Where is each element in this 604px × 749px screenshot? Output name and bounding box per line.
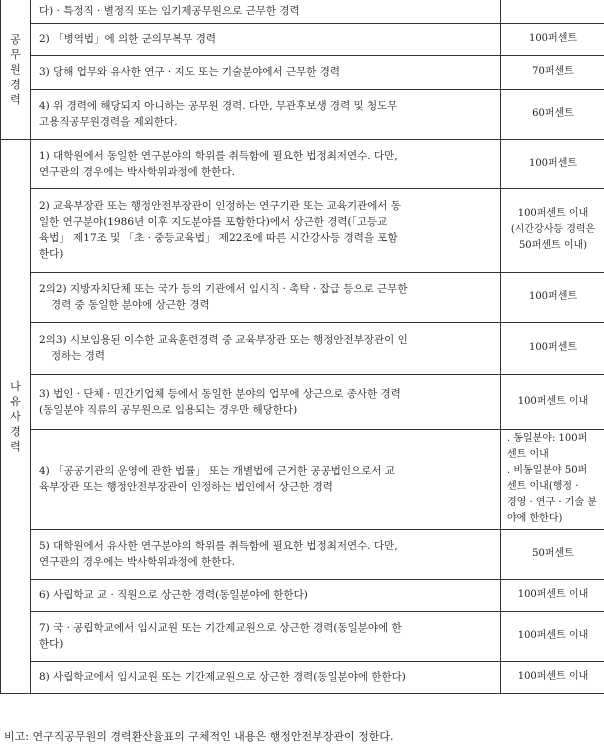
conversion-rate xyxy=(501,188,604,272)
category-char: 공 xyxy=(10,32,21,46)
career-description xyxy=(31,139,501,188)
career-description xyxy=(31,272,501,322)
rate-line: 50퍼센트 xyxy=(532,548,574,559)
description-line: 육부장관 또는 행정안전부장관이 인정하는 법인에서 상근한 경력 xyxy=(39,481,333,493)
description-line: 8) 사립학교에서 임시교원 또는 기간제교원으로 상근한 경력(동일분야에 한한다) xyxy=(39,671,406,683)
category-char: 력 xyxy=(10,439,21,453)
description-line: (동일분야 직류의 공무원으로 임용되는 경우만 해당한다) xyxy=(39,403,298,416)
table-row xyxy=(1,579,604,611)
description-line: 5) 대학원에서 유사한 연구분야의 학위를 취득함에 필요한 법정최저연수. 다만, xyxy=(39,540,398,552)
conversion-rate xyxy=(501,89,604,139)
table-row xyxy=(1,529,604,579)
rate-line: 100퍼센트 xyxy=(528,291,578,302)
rate-line: 60퍼센트 xyxy=(532,108,574,119)
category-cell xyxy=(1,139,31,693)
description-line: 6) 사립학교 교 · 직원으로 상근한 경력(동일분야에 한한다) xyxy=(39,589,308,601)
description-line: 다) · 특정직 · 별정직 또는 임기제공무원으로 근무한 경력 xyxy=(39,5,300,18)
description-line: 2의3) 시보임용된 이수한 교육훈련경력 중 교육부장관 또는 행정안전부장관이 인 xyxy=(39,334,408,346)
conversion-rate xyxy=(501,272,604,322)
rate-line: 센트 이내 xyxy=(507,449,549,460)
description-line: 3) 당해 업무와 유사한 연구 · 지도 또는 기술분야에서 근무한 경력 xyxy=(39,66,341,78)
description-line: 2의2) 지방자치단체 또는 국가 등의 기관에서 임시직 · 촉탁 · 잡급 등으로 근무한 xyxy=(39,283,408,295)
description-line: 일한 연구분야(1986년 이후 지도분야를 포함한다)에서 상근한 경력(「고등교 xyxy=(39,216,388,228)
rate-line: . 동일분야: 100퍼 xyxy=(507,433,588,444)
rate-line: 100퍼센트 xyxy=(528,157,578,169)
career-description xyxy=(31,89,501,139)
description-line: 경력 중 동일한 분야에 상근한 경력 xyxy=(51,299,210,311)
category-char: 력 xyxy=(10,92,21,106)
description-line: 연구관의 경우에는 박사학위과정에 한한다. xyxy=(39,556,235,568)
career-description xyxy=(31,55,501,89)
career-description xyxy=(31,611,501,661)
career-description xyxy=(31,0,501,23)
rate-line: . 비동일분야 50퍼 xyxy=(507,465,588,476)
category-char: 사 xyxy=(10,409,21,423)
description-line: 연구관의 경우에는 박사학위과정에 한한다. xyxy=(39,165,235,178)
category-char: 경 xyxy=(10,424,21,438)
career-description xyxy=(31,661,501,693)
career-description xyxy=(31,23,501,55)
rate-line: 센트 이내(행정 · xyxy=(507,481,579,492)
table-row xyxy=(1,374,604,429)
table-row xyxy=(1,23,604,55)
conversion-rate xyxy=(501,23,604,55)
description-line: 2) 「병역법」에 의한 군의무복무 경력 xyxy=(39,33,216,45)
rate-line: 경영 · 연구 · 기술 분 xyxy=(507,497,597,508)
conversion-rate xyxy=(501,55,604,89)
table-row xyxy=(1,139,604,188)
category-char: 나 xyxy=(10,379,21,393)
rate-line: 100퍼센트 이내 xyxy=(517,589,589,600)
career-description xyxy=(31,429,501,529)
conversion-rate xyxy=(501,139,604,188)
category-char: 원 xyxy=(10,62,21,76)
table-row xyxy=(1,611,604,661)
footnote: 비고: 연구직공무원의 경력환산율표의 구체적인 내용은 행정안전부장관이 정한다. xyxy=(4,730,394,743)
conversion-rate xyxy=(501,429,604,529)
conversion-rate xyxy=(501,579,604,611)
description-line: 4) 위 경력에 해당되지 아니하는 공무원 경력. 다만, 무관후보생 경력 및 청도무 xyxy=(39,100,398,112)
category-char: 무 xyxy=(10,47,21,61)
table-row xyxy=(1,429,604,529)
rate-line: 100퍼센트 이내 xyxy=(517,395,589,407)
table-row xyxy=(1,661,604,693)
description-line: 1) 대학원에서 동일한 연구분야의 학위를 취득함에 필요한 법정최저연수. 다만, xyxy=(39,149,398,162)
rate-line: (시간강사등 경력은 xyxy=(510,224,596,235)
description-line: 육법」 제17조 및 「초 · 중등교육법」 제22조에 따른 시간강사등 경력을 포함 xyxy=(39,232,398,244)
conversion-rate xyxy=(501,529,604,579)
conversion-rate xyxy=(501,661,604,693)
table-row xyxy=(1,55,604,89)
description-line: 7) 국 · 공립학교에서 임시교원 또는 기간제교원으로 상근한 경력(동일분야에 한 xyxy=(39,622,402,634)
category-char: 경 xyxy=(10,77,21,91)
conversion-rate xyxy=(501,322,604,374)
conversion-rate xyxy=(501,0,604,23)
description-line: 한다) xyxy=(39,248,64,260)
rate-line: 100퍼센트 이내 xyxy=(517,671,589,682)
table-row xyxy=(1,188,604,272)
description-line: 4) 「공공기관의 운영에 관한 법률」 또는 개별법에 근거한 공공법인으로서 교 xyxy=(39,465,395,477)
career-description xyxy=(31,529,501,579)
description-line: 2) 교육부장관 또는 행정안전부장관이 인정하는 연구기관 또는 교육기관에서 동 xyxy=(39,200,402,212)
career-description xyxy=(31,322,501,374)
conversion-rate xyxy=(501,374,604,429)
rate-line: 70퍼센트 xyxy=(532,66,574,77)
career-description xyxy=(31,188,501,272)
rate-line: 50퍼센트 이내) xyxy=(518,240,588,251)
description-line: 한다) xyxy=(39,638,64,650)
rate-line: 100퍼센트 xyxy=(528,33,578,44)
rate-line: 100퍼센트 xyxy=(528,342,578,353)
career-description xyxy=(31,374,501,429)
rate-line: 100퍼센트 이내 xyxy=(517,208,589,219)
category-cell xyxy=(1,0,31,139)
description-line: 고용직공무원경력을 제외한다. xyxy=(39,116,178,128)
conversion-rate xyxy=(501,611,604,661)
table-row xyxy=(1,0,604,23)
table-row xyxy=(1,89,604,139)
description-line: 3) 법인 · 단체 · 민간기업체 등에서 동일한 분야의 업무에 상근으로 종사한 경력 xyxy=(39,387,401,400)
rate-line: 야에 한한다) xyxy=(507,513,563,524)
category-char: 유 xyxy=(10,394,21,408)
career-description xyxy=(31,579,501,611)
description-line: 정하는 경력 xyxy=(51,350,106,362)
table-row xyxy=(1,322,604,374)
table-row xyxy=(1,272,604,322)
rate-line: 100퍼센트 이내 xyxy=(517,630,589,641)
